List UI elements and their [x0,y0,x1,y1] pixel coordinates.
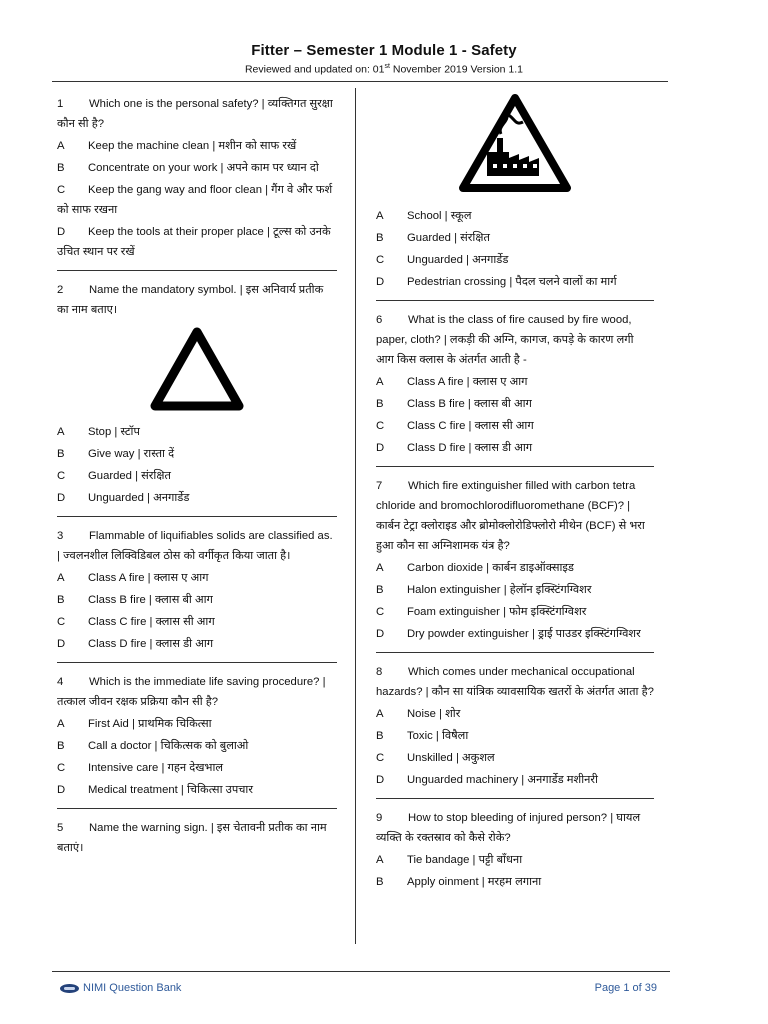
option-c: C Unguarded | अनगार्डेड [376,254,509,266]
question-number: 6 [376,314,383,326]
option-a: A Stop | स्टॉप [57,426,140,438]
option-d: D Dry powder extinguisher | ड्राई पाउडर इक्स्टिंगग्विशर [376,628,641,640]
page-header [0,42,768,76]
left-column [57,94,337,858]
question-text: Which fire extinguisher filled with carbon tetra chloride and bromochlorodifluoromethane (BCF)? | कार्बन टेट्रा क्लोराइड और ब्रोमोक्लोरोडिफ्लोरो मीथेन (BCF) से भरा हुआ कौन सा अग्निशामक यंत्र है? [376,480,645,552]
question-separator [376,466,654,467]
question-text: What is the class of fire caused by fire wood, paper, cloth? | लकड़ी की अग्नि, कागज, कपड़े के कारण लगी आग किस क्लास के अंतर्गत आती है - [376,314,634,366]
question-separator [57,516,337,517]
question-text: Name the mandatory symbol. | इस अनिवार्य प्रतीक का नाम बताए। [57,284,324,316]
question-5 [57,818,337,858]
option-b: B Toxic | विषैला [376,730,469,742]
question-text: Flammable of liquifiables solids are classified as. | ज्वलनशील लिक्विडिबल ठोस को वर्गीकृत किया जाता है। [57,530,333,562]
option-b: B Guarded | संरक्षित [376,232,490,244]
option-d: D Class D fire | क्लास डी आग [376,442,533,454]
option-a: A School | स्कूल [376,210,472,222]
option-a: A Class A fire | क्लास ए आग [376,376,528,388]
footer-brand [60,982,181,994]
question-number: 1 [57,98,64,110]
right-column [376,94,654,892]
question-separator [57,808,337,809]
question-5-continued [376,92,654,292]
option-a: A First Aid | प्राथमिक चिकित्सा [57,718,212,730]
give-way-triangle-icon [147,324,247,414]
question-separator [57,270,337,271]
option-c: C Keep the gang way and floor clean | गैंग वे और फर्श को साफ रखना [57,184,333,216]
question-3 [57,526,337,654]
question-text: How to stop bleeding of injured person? | घायल व्यक्ति के रक्तस्राव को कैसे रोके? [376,812,641,844]
page-number: Page 1 of 39 [594,982,657,994]
option-a: A Carbon dioxide | कार्बन डाइऑक्साइड [376,562,574,574]
option-d: D Pedestrian crossing | पैदल चलने वालों का मार्ग [376,276,617,288]
option-b: B Call a doctor | चिकित्सक को बुलाओ [57,740,249,752]
question-2 [57,280,337,508]
option-c: C Unskilled | अकुशल [376,752,495,764]
question-text: Name the warning sign. | इस चेतावनी प्रतीक का नाम बताएं। [57,822,327,854]
question-1 [57,94,337,262]
option-b: B Class B fire | क्लास बी आग [376,398,532,410]
option-b: B Apply oinment | मरहम लगाना [376,876,542,888]
question-number: 8 [376,666,383,678]
question-4 [57,672,337,800]
option-d: D Medical treatment | चिकित्सा उपचार [57,784,253,796]
document-subtitle: Reviewed and updated on: 01st November 2019 Version 1.1 [244,63,524,76]
option-a: A Tie bandage | पट्टी बाँधना [376,854,523,866]
question-text: Which is the immediate life saving procedure? | तत्काल जीवन रक्षक प्रक्रिया कौन सी है? [57,676,326,708]
question-separator [376,300,654,301]
question-number: 2 [57,284,64,296]
option-c: C Class C fire | क्लास सी आग [376,420,534,432]
option-d: D Class D fire | क्लास डी आग [57,638,214,650]
option-c: C Foam extinguisher | फोम इक्स्टिंगग्विशर [376,606,587,618]
question-text: Which one is the personal safety? | व्यक्तिगत सुरक्षा कौन सी है? [57,98,333,130]
option-b: B Halon extinguisher | हेलॉन इक्स्टिंगग्विशर [376,584,592,596]
nimi-logo-icon [60,984,79,993]
question-number: 3 [57,530,64,542]
question-separator [57,662,337,663]
option-d: D Keep the tools at their proper place | टूल्स को उनके उचित स्थान पर रखें [57,226,331,258]
option-b: B Class B fire | क्लास बी आग [57,594,213,606]
question-text: Which comes under mechanical occupational hazards? | कौन सा यांत्रिक व्यावसायिक खतरों के अंतर्गत आता है? [376,666,654,698]
option-b: B Concentrate on your work | अपने काम पर ध्यान दो [57,162,319,174]
option-c: C Guarded | संरक्षित [57,470,171,482]
footer-divider [52,971,670,972]
header-divider [52,81,668,82]
warning-triangle-factory-icon [457,92,573,196]
option-a: A Keep the machine clean | मशीन को साफ रखें [57,140,297,152]
question-number: 5 [57,822,64,834]
option-b: B Give way | रास्ता दें [57,448,175,460]
question-8 [376,662,654,790]
column-divider [355,88,356,944]
question-number: 9 [376,812,383,824]
option-a: A Class A fire | क्लास ए आग [57,572,209,584]
option-c: C Class C fire | क्लास सी आग [57,616,215,628]
question-6 [376,310,654,458]
document-title: Fitter – Semester 1 Module 1 - Safety [251,42,517,59]
question-9 [376,808,654,892]
option-a: A Noise | शोर [376,708,461,720]
question-7 [376,476,654,644]
option-c: C Intensive care | गहन देखभाल [57,762,224,774]
question-separator [376,798,654,799]
option-d: D Unguarded machinery | अनगार्डेड मशीनरी [376,774,598,786]
question-number: 4 [57,676,64,688]
option-d: D Unguarded | अनगार्डेड [57,492,190,504]
question-number: 7 [376,480,383,492]
question-separator [376,652,654,653]
footer-brand-text: NIMI Question Bank [83,982,182,994]
